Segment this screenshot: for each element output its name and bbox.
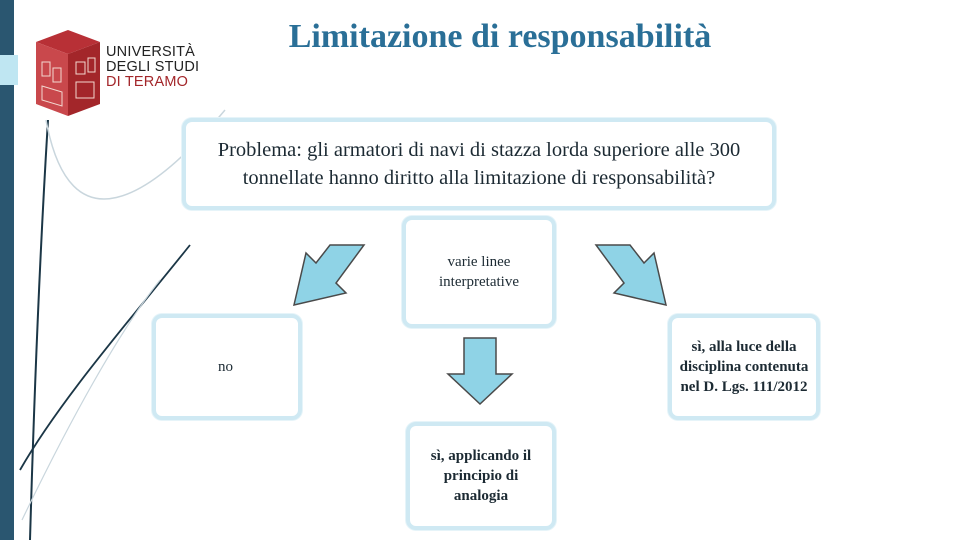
university-name [106,45,199,90]
answer-law-box [668,314,820,420]
slide-title: Limitazione di responsabilità [288,18,712,55]
answer-no-text: no [218,358,233,375]
interpretations-text: varie linee interpretative [439,254,519,290]
answer-analogy-text: sì, applicando il principio di analogia [430,448,532,504]
arrow-right-icon [596,245,666,305]
answer-law-text: sì, alla luce della disciplina contenuta nel D. Lgs. 111/2012 [679,339,809,395]
arrow-down-icon [448,338,512,404]
problem-box [182,118,776,210]
interpretations-box [402,216,556,328]
arrow-left-icon [294,245,364,305]
logo-line-1: UNIVERSITÀ [106,44,196,60]
problem-text: Problema: gli armatori di navi di stazza lorda superiore alle 300 tonnellate hanno diritto alla limitazione di responsabilità? [217,139,741,189]
logo-line-2: DEGLI STUDI [106,59,200,75]
logo-line-3: DI TERAMO [106,74,189,90]
answer-no-box [152,314,302,420]
answer-analogy-box [406,422,556,530]
